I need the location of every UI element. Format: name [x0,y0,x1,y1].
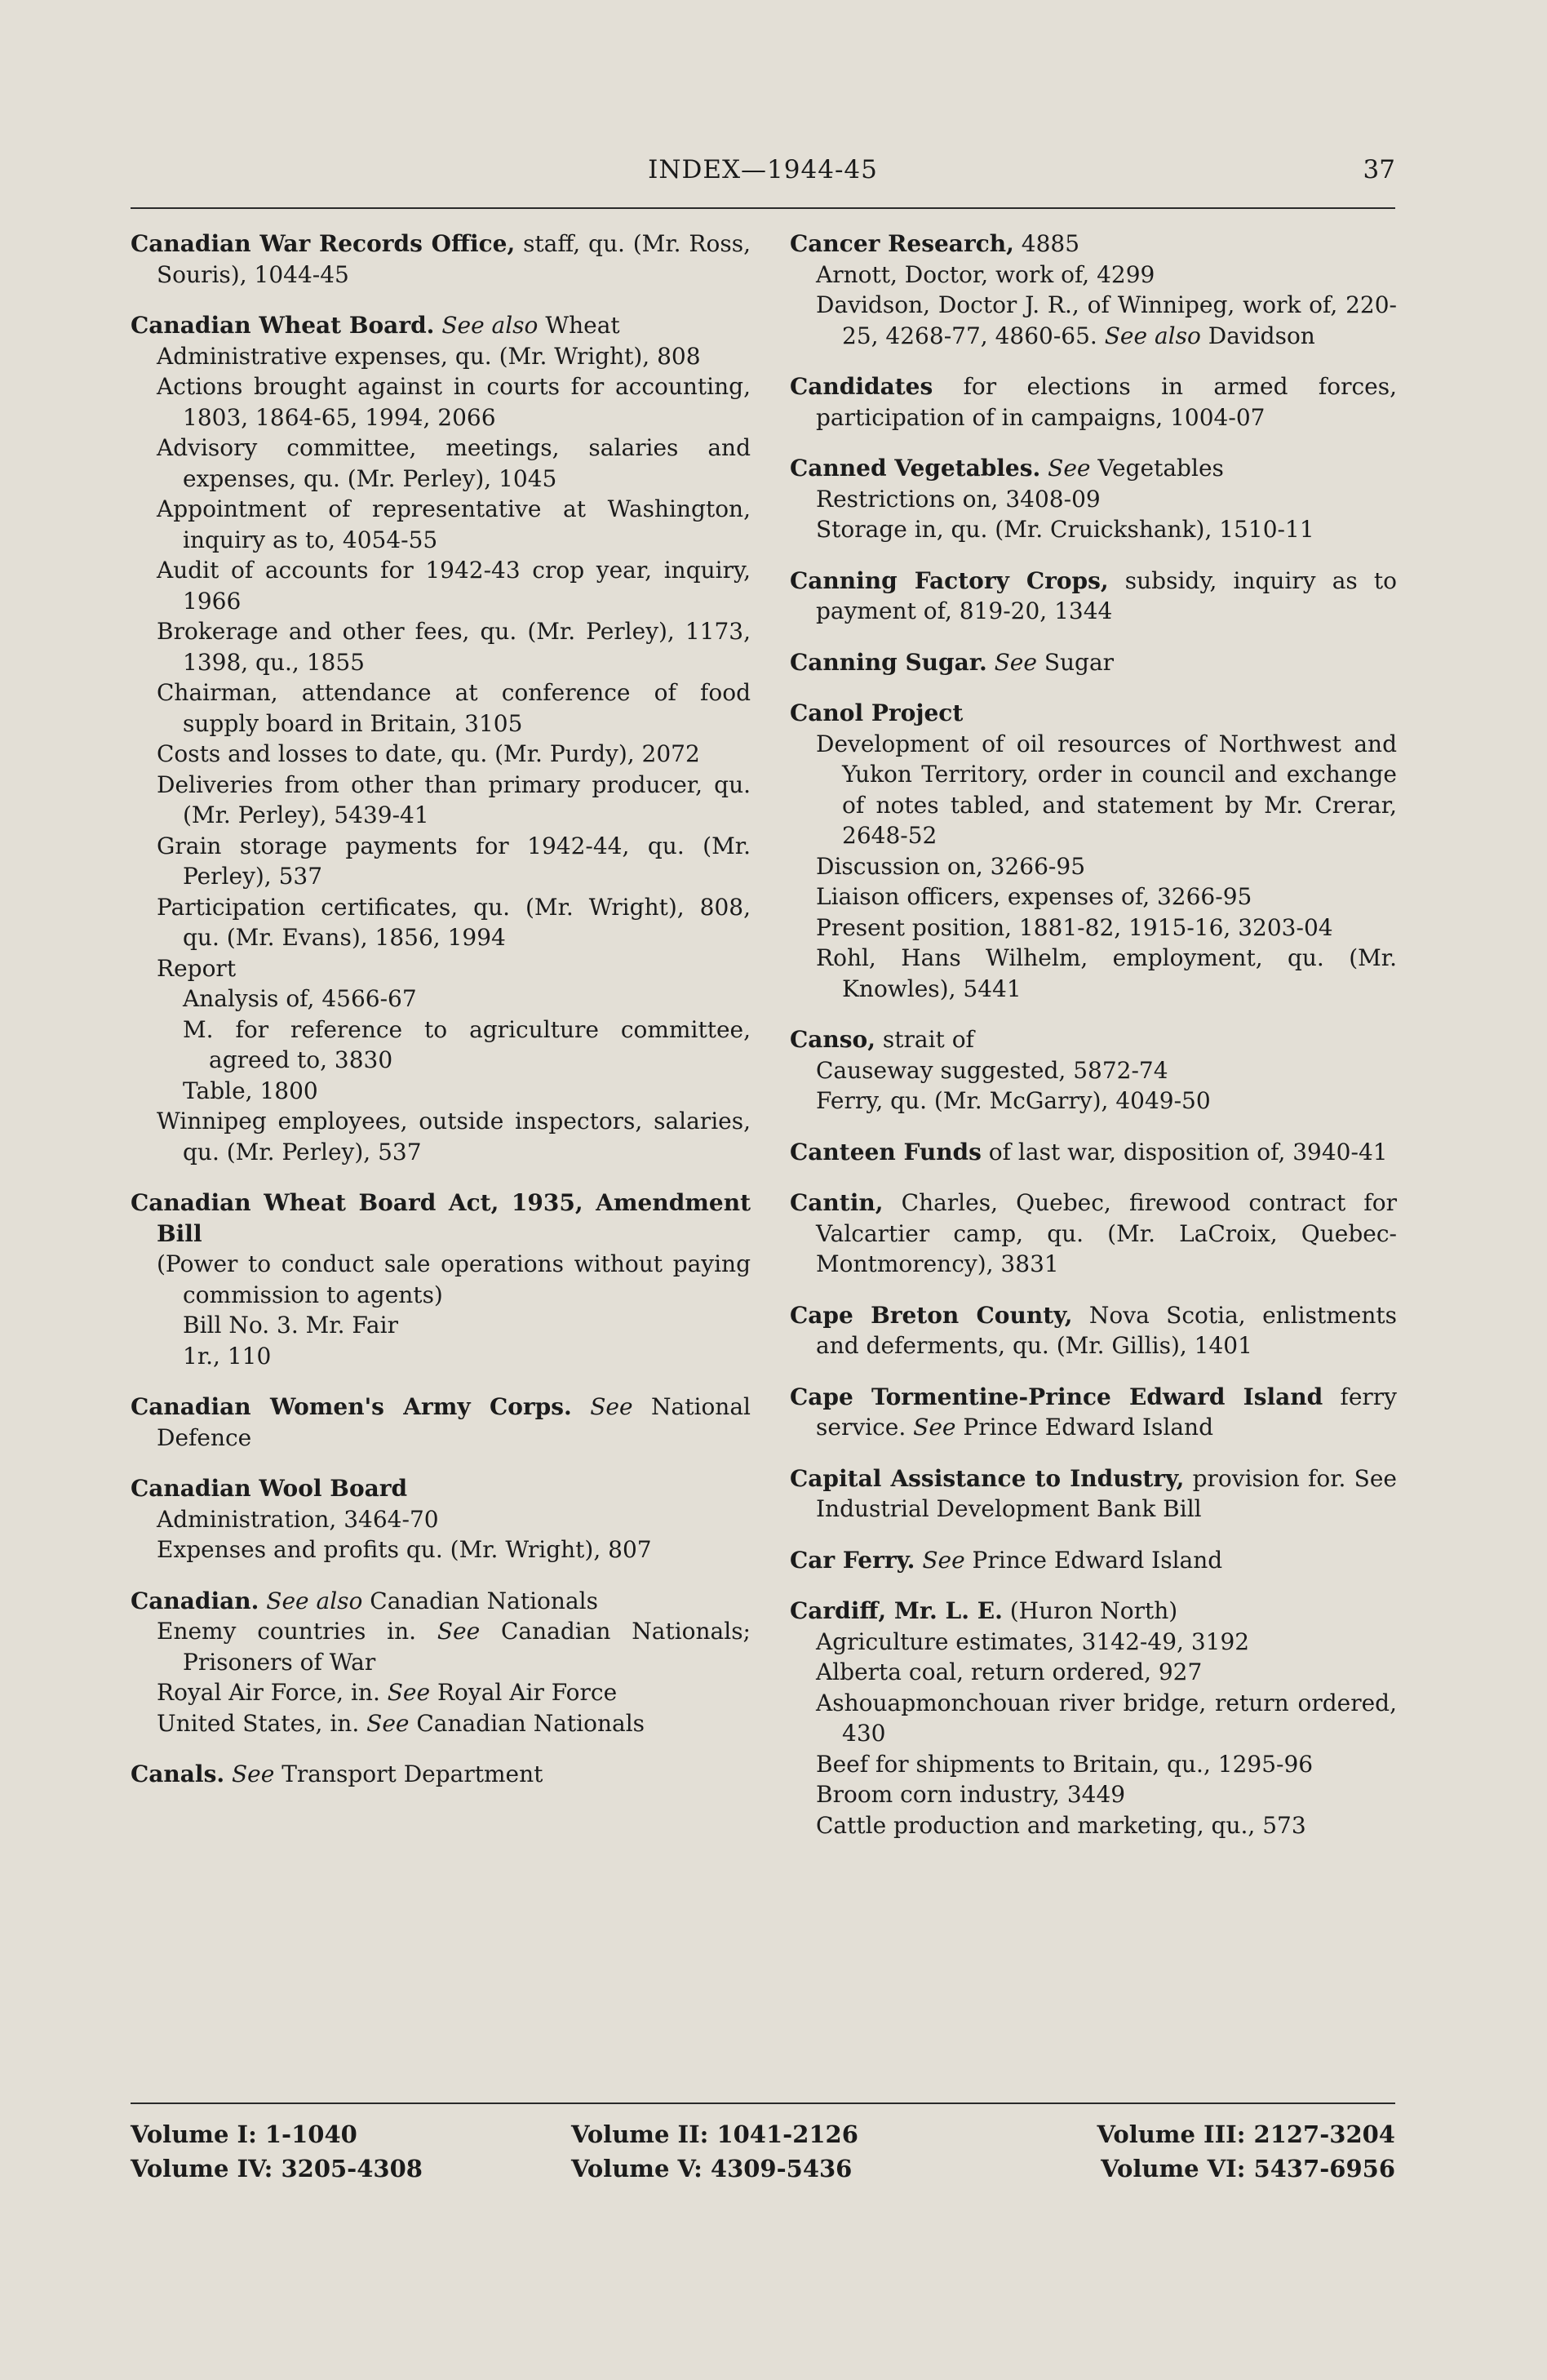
index-entry [790,453,1397,545]
index-entry [790,1024,1397,1117]
entry-text: Actions brought against in courts for accounting, 1803, 1864-65, 1994, 2066 [157,373,751,431]
entry-heading [790,1545,1397,1576]
entry-heading [790,1596,1397,1627]
cross-reference: See [922,1546,965,1574]
entry-subitem [131,739,751,770]
entry-text: Administrative expenses, qu. (Mr. Wright), 808 [157,342,701,370]
entry-subitem [790,1627,1397,1658]
entry-text: Deliveries from other than primary producer, qu. (Mr. Perley), 5439-41 [157,770,751,828]
entry-text: Prince Edward Island [955,1414,1214,1441]
heading-term: Canadian Wool Board [131,1475,408,1502]
entry-subitem [790,1688,1397,1749]
entry-text: Administration, 3464-70 [157,1505,439,1533]
index-entry [790,1545,1397,1576]
entry-subitem [131,1341,751,1372]
heading-term: Cardiff, Mr. L. E. [790,1597,1003,1624]
volume-1-range: Volume I: 1-1040 [131,2120,357,2148]
entry-subitem [131,831,751,892]
entry-subitem [790,1749,1397,1780]
heading-term: Cantin, [790,1189,884,1216]
right-column [790,229,1397,1861]
entry-heading [790,1300,1397,1361]
index-entry [790,698,1397,1004]
heading-term: Cape Tormentine-Prince Edward Island [790,1383,1323,1410]
entry-text: Participation certificates, qu. (Mr. Wright), 808, qu. (Mr. Evans), 1856, 1994 [157,893,751,951]
entry-text: Vegetables [1090,455,1224,482]
entry-text: Present position, 1881-82, 1915-16, 3203-04 [816,913,1333,941]
cross-reference: See [994,648,1037,676]
cross-reference: See also [1104,322,1201,349]
entry-heading [790,1188,1397,1280]
entry-heading [131,310,751,341]
entry-subitem [790,851,1397,882]
index-entry [790,371,1397,433]
footer-rule [131,2102,1395,2104]
entry-text: Royal Air Force [430,1679,618,1706]
entry-text: Davidson, Doctor J. R., of Winnipeg, work of, 220-25, 4268-77, 4860-65. [816,291,1397,349]
heading-term: Canadian Wheat Board. [131,312,435,339]
entry-text: provision for. See Industrial Development Bank Bill [816,1464,1397,1522]
entry-text: 4885 [1013,230,1080,257]
entry-heading [790,1382,1397,1443]
heading-term: Capital Assistance to Industry, [790,1464,1185,1492]
heading-term: Canadian Women's Army Corps. [131,1393,572,1420]
entry-text: Chairman, attendance at conference of food supply board in Britain, 3105 [157,679,751,737]
entry-text: subsidy, inquiry as to payment of, 819-20, 1344 [816,566,1397,624]
heading-term: Canning Factory Crops, [790,566,1109,594]
entry-text: Advisory committee, meetings, salaries and expenses, qu. (Mr. Perley), 1045 [157,434,751,492]
volume-2-range: Volume II: 1041-2126 [571,2120,858,2148]
entry-subitem [790,290,1397,351]
index-entry [131,1473,751,1565]
entry-subitem [790,881,1397,912]
entry-subitem [790,1055,1397,1086]
entry-heading [131,1586,751,1617]
entry-text: Table, 1800 [183,1077,318,1104]
entry-text: of last war, disposition of, 3940-41 [981,1138,1388,1166]
entry-heading [790,566,1397,627]
entry-text: Causeway suggested, 5872-74 [816,1056,1168,1084]
cross-reference: See [590,1393,633,1420]
volume-6-range: Volume VI: 5437-6956 [1101,2155,1395,2182]
index-entry [131,1392,751,1453]
entry-text: Restrictions on, 3408-09 [816,485,1101,513]
entry-text: Ashouapmonchouan river bridge, return ordered, 430 [816,1689,1397,1747]
entry-heading [131,1759,751,1790]
left-column [131,229,751,1810]
entry-subitem [131,1677,751,1708]
entry-text: Sugar [1036,648,1115,676]
page-number: 37 [1363,155,1395,184]
entry-subitem [131,1076,751,1107]
entry-text: (Power to conduct sale operations without paying commission to agents) [157,1250,751,1308]
cross-reference: See [913,1414,956,1441]
entry-text: Ferry, qu. (Mr. McGarry), 4049-50 [816,1087,1211,1114]
entry-text: Canadian Nationals [409,1709,645,1737]
volume-3-range: Volume III: 2127-3204 [1097,2120,1395,2148]
entry-text: Davidson [1200,322,1315,349]
entry-text: United States, in. [157,1709,367,1737]
entry-subitem [131,1504,751,1535]
entry-text: Charles, Quebec, firewood contract for Valcartier camp, qu. (Mr. LaCroix, Quebec-Montmorency), 3831 [816,1189,1397,1277]
heading-term: Canteen Funds [790,1138,982,1166]
entry-text: Brokerage and other fees, qu. (Mr. Perley), 1173, 1398, qu., 1855 [157,618,751,676]
index-entry [790,1463,1397,1525]
entry-heading [790,1024,1397,1055]
entry-text [224,1761,232,1787]
entry-text: Winnipeg employees, outside inspectors, salaries, qu. (Mr. Perley), 537 [157,1108,751,1166]
entry-subitem [131,1106,751,1167]
entry-text: Audit of accounts for 1942-43 crop year, inquiry, 1966 [157,557,751,615]
entry-heading [790,1463,1397,1525]
entry-text: Report [157,954,237,982]
entry-subitem [131,770,751,831]
entry-text: Transport Department [274,1761,543,1787]
entry-subitem [790,729,1397,851]
heading-term: Canadian Wheat Board Act, 1935, Amendment Bill [131,1189,751,1247]
volume-5-range: Volume V: 4309-5436 [571,2155,853,2182]
index-entry [790,647,1397,678]
index-entry [790,1382,1397,1443]
entry-subitem [131,555,751,616]
entry-text: Bill No. 3. Mr. Fair [183,1312,398,1339]
entry-heading [131,1473,751,1504]
heading-term: Candidates [790,373,933,400]
heading-term: Canning Sugar. [790,648,987,676]
entry-heading [790,371,1397,433]
entry-subitem [790,943,1397,1004]
entry-text: National Defence [157,1393,751,1451]
entry-text: Agriculture estimates, 3142-49, 3192 [816,1627,1250,1655]
cross-reference: See also [266,1587,363,1614]
entry-text: staff, qu. (Mr. Ross, Souris), 1044-45 [157,230,751,288]
cross-reference: See [366,1709,410,1737]
cross-reference: See also [441,312,539,339]
entry-subitem [131,1708,751,1739]
entry-heading [790,698,1397,729]
heading-term: Canadian. [131,1587,259,1614]
running-title: INDEX—1944-45 [648,155,878,184]
entry-text: Liaison officers, expenses of, 3266-95 [816,883,1252,910]
entry-subitem [131,494,751,555]
heading-term: Canned Vegetables. [790,455,1041,482]
entry-subitem [790,260,1397,291]
entry-text: strait of [875,1026,974,1053]
entry-text: Rohl, Hans Wilhelm, employment, qu. (Mr. Knowles), 5441 [816,944,1397,1002]
heading-term: Canals. [131,1761,225,1787]
entry-text: Broom corn industry, 3449 [816,1781,1126,1808]
entry-text [434,312,441,339]
index-entry [790,1188,1397,1280]
entry-subitem [790,514,1397,545]
entry-subitem [790,1810,1397,1841]
index-entry [790,566,1397,627]
heading-term: Canso, [790,1026,875,1053]
entry-text [1040,455,1048,482]
entry-subitem [131,677,751,739]
entry-subitem [131,984,751,1015]
entry-subitem [790,1657,1397,1688]
entry-text: Arnott, Doctor, work of, 4299 [816,260,1155,288]
cross-reference: See [387,1679,431,1706]
entry-text: Wheat [538,312,620,339]
heading-term: Canadian War Records Office, [131,230,516,257]
entry-text: Enemy countries in. [157,1618,437,1645]
entry-text: Royal Air Force, in. [157,1679,388,1706]
heading-term: Canol Project [790,699,964,726]
entry-heading [790,1137,1397,1168]
entry-text: Cattle production and marketing, qu., 573 [816,1811,1306,1839]
entry-text [915,1547,922,1574]
entry-text: Analysis of, 4566-67 [183,985,417,1012]
index-entry [790,1137,1397,1168]
entry-subitem [131,371,751,433]
entry-heading [790,647,1397,678]
entry-text: Development of oil resources of Northwest and Yukon Territory, order in council and exchange of notes tabled, and statement by Mr. Crerar, 2648-52 [816,730,1397,849]
entry-subitem [790,484,1397,515]
heading-term: Car Ferry. [790,1546,915,1574]
entry-text: Prince Edward Island [964,1546,1223,1574]
entry-subitem [790,912,1397,944]
cross-reference: See [231,1761,275,1787]
entry-text [987,649,995,676]
index-entry [131,1759,751,1790]
entry-heading [790,229,1397,260]
entry-text: Expenses and profits qu. (Mr. Wright), 807 [157,1536,652,1563]
entry-heading [131,229,751,290]
index-entry [131,310,751,1167]
entry-subitem [131,341,751,372]
entry-text: Beef for shipments to Britain, qu., 1295-96 [816,1750,1314,1778]
entry-text: Discussion on, 3266-95 [816,852,1086,880]
entry-text: Canadian Nationals; Prisoners of War [183,1618,751,1676]
index-entry [790,1596,1397,1841]
entry-text: Costs and losses to date, qu. (Mr. Purdy), 2072 [157,740,700,767]
volume-4-range: Volume IV: 3205-4308 [131,2155,423,2182]
entry-subitem [131,1310,751,1341]
entry-text [259,1587,266,1614]
entry-text: (Huron North) [1002,1597,1178,1624]
entry-subitem [790,1779,1397,1810]
entry-text: Grain storage payments for 1942-44, qu. (Mr. Perley), 537 [157,832,751,890]
entry-text: Storage in, qu. (Mr. Cruickshank), 1510-11 [816,516,1314,543]
cross-reference: See [437,1618,481,1645]
index-entry [131,229,751,290]
entry-text: Canadian Nationals [362,1587,598,1614]
entry-text: Nova Scotia, enlistments and deferments, qu. (Mr. Gillis), 1401 [816,1301,1397,1359]
heading-term: Cape Breton County, [790,1301,1073,1329]
entry-heading [790,453,1397,484]
index-entry [131,1188,751,1371]
index-entry [790,229,1397,351]
entry-subitem [131,1534,751,1565]
entry-heading [131,1188,751,1249]
entry-text: Alberta coal, return ordered, 927 [816,1658,1203,1685]
entry-text: 1r., 110 [183,1342,272,1370]
entry-text [572,1393,590,1420]
entry-text: Appointment of representative at Washington, inquiry as to, 4054-55 [157,495,751,553]
entry-subitem [131,892,751,953]
page-header [131,152,1395,193]
cross-reference: See [1048,455,1091,482]
entry-subitem [131,1616,751,1677]
index-entry [131,1586,751,1739]
entry-text: ferry service. [816,1383,1397,1441]
heading-term: Cancer Research, [790,230,1014,257]
entry-subitem [131,953,751,984]
entry-heading [131,1392,751,1453]
entry-text: for elections in armed forces, participation of in campaigns, 1004-07 [816,373,1397,431]
entry-subitem [131,1249,751,1310]
header-rule [131,207,1395,209]
index-entry [790,1300,1397,1361]
entry-subitem [131,1015,751,1076]
entry-text: M. for reference to agriculture committee, agreed to, 3830 [183,1015,751,1073]
entry-subitem [131,616,751,677]
entry-subitem [790,1086,1397,1117]
entry-subitem [131,433,751,494]
